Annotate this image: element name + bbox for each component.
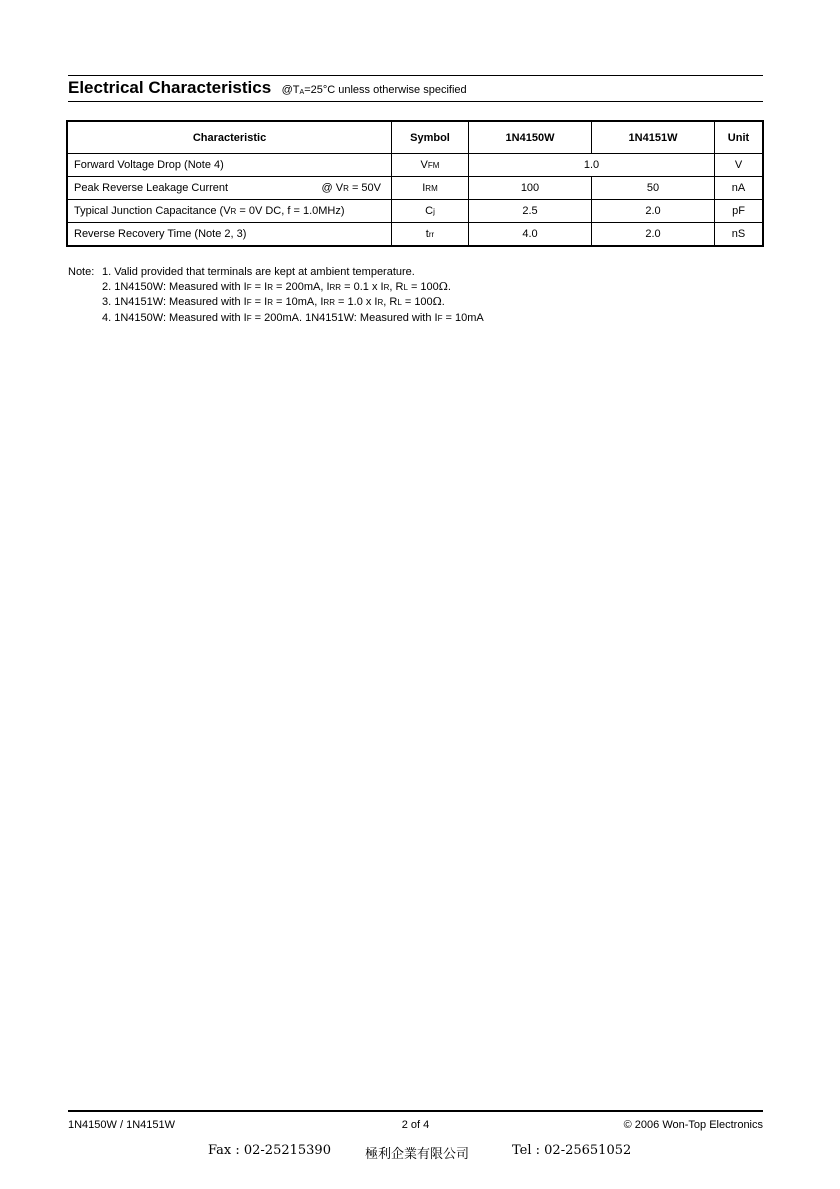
characteristic-suffix: = 0V DC, f = 1.0MHz) bbox=[236, 205, 345, 217]
note-4 bbox=[68, 311, 484, 327]
note-part: . bbox=[447, 280, 451, 293]
note-sub: RR bbox=[329, 282, 342, 292]
note-part: = 1.0 x I bbox=[334, 296, 378, 308]
characteristic-text: Peak Reverse Leakage Current bbox=[74, 182, 229, 194]
note-part: = 100 bbox=[401, 296, 433, 308]
note-part: , R bbox=[389, 280, 404, 293]
note-text: 1. Valid provided that terminals are kept at ambient temperature. bbox=[102, 266, 415, 278]
characteristic-cell bbox=[67, 200, 392, 223]
unit-cell: pF bbox=[715, 200, 764, 223]
footer-page-number: 2 of 4 bbox=[401, 1119, 430, 1131]
symbol-sub: FM bbox=[427, 161, 440, 170]
table-row bbox=[67, 223, 763, 247]
condition-sub: R bbox=[343, 184, 349, 193]
characteristic-cell: Forward Voltage Drop (Note 4) bbox=[67, 154, 392, 177]
symbol-sub: j bbox=[433, 207, 435, 216]
note-sub: F bbox=[246, 282, 252, 292]
note-part: = 0.1 x I bbox=[341, 280, 384, 293]
note-3 bbox=[68, 295, 484, 311]
header-unit: Unit bbox=[715, 121, 764, 154]
note-sub: R bbox=[267, 282, 273, 292]
symbol-cell bbox=[392, 154, 469, 177]
notes-block bbox=[68, 265, 484, 326]
section-title bbox=[68, 78, 467, 98]
contact-company: 極利企業有限公司 bbox=[365, 1147, 470, 1162]
note-2 bbox=[68, 280, 484, 296]
contact-fax: Fax : 02-25215390 bbox=[208, 1143, 331, 1158]
electrical-characteristics-table bbox=[66, 120, 764, 247]
value-cell-1n4151w: 2.0 bbox=[592, 223, 715, 247]
header-1n4151w: 1N4151W bbox=[592, 121, 715, 154]
unit-cell: nS bbox=[715, 223, 764, 247]
table-row bbox=[67, 154, 763, 177]
header-1n4150w: 1N4150W bbox=[469, 121, 592, 154]
note-part: = 200mA, I bbox=[272, 280, 330, 293]
symbol-cell bbox=[392, 223, 469, 247]
note-sub: F bbox=[437, 313, 443, 323]
note-part: 3. 1N4151W: Measured with I bbox=[102, 296, 247, 308]
note-sub: R bbox=[383, 282, 390, 292]
note-part: . bbox=[441, 296, 445, 308]
symbol-main: V bbox=[420, 159, 428, 171]
footer-part-number: 1N4150W / 1N4151W bbox=[68, 1119, 175, 1131]
note-part: 4. 1N4150W: Measured with I bbox=[102, 311, 247, 324]
note-part: = 200mA. 1N4151W: Measured with I bbox=[251, 311, 438, 324]
page-footer bbox=[68, 1119, 763, 1133]
characteristic-sub: R bbox=[230, 207, 237, 216]
note-sub: L bbox=[403, 282, 408, 292]
condition-suffix: = 50V bbox=[348, 182, 381, 194]
note-sub: F bbox=[246, 313, 252, 323]
note-sub: F bbox=[246, 298, 252, 307]
header-characteristic: Characteristic bbox=[67, 121, 392, 154]
note-label: Note: bbox=[68, 266, 95, 278]
note-part: = 10mA bbox=[442, 311, 484, 324]
condition-prefix: @ V bbox=[321, 182, 344, 194]
table-row bbox=[67, 177, 763, 200]
footer-rule bbox=[68, 1110, 763, 1112]
cond-suffix: =25°C unless otherwise specified bbox=[304, 84, 467, 96]
symbol-sub: rr bbox=[428, 230, 435, 239]
note-sub: L bbox=[397, 298, 402, 307]
header-symbol: Symbol bbox=[392, 121, 469, 154]
value-cell-merged: 1.0 bbox=[469, 154, 715, 177]
table-header-row bbox=[67, 121, 763, 154]
symbol-cell bbox=[392, 177, 469, 200]
note-sub: R bbox=[377, 298, 384, 307]
value-cell-1n4150w: 100 bbox=[469, 177, 592, 200]
title-condition bbox=[282, 84, 467, 96]
note-sub: RR bbox=[323, 298, 335, 307]
characteristic-cell: Reverse Recovery Time (Note 2, 3) bbox=[67, 223, 392, 247]
note-part: = I bbox=[251, 296, 268, 308]
note-part: = 100 bbox=[407, 280, 439, 293]
note-sub: R bbox=[267, 298, 273, 307]
ohm-symbol: Ω bbox=[432, 295, 442, 308]
note-part: = 10mA, I bbox=[272, 296, 324, 308]
characteristic-cell bbox=[67, 177, 392, 200]
header-bottom-rule bbox=[68, 101, 763, 102]
table-row bbox=[67, 200, 763, 223]
symbol-cell bbox=[392, 200, 469, 223]
header-top-rule bbox=[68, 75, 763, 76]
value-cell-1n4151w: 50 bbox=[592, 177, 715, 200]
symbol-main: C bbox=[425, 205, 434, 217]
symbol-sub: RM bbox=[425, 184, 438, 193]
symbol-main: I bbox=[422, 182, 426, 194]
value-cell-1n4150w: 2.5 bbox=[469, 200, 592, 223]
symbol-main: t bbox=[425, 228, 429, 240]
value-cell-1n4151w: 2.0 bbox=[592, 200, 715, 223]
value-cell-1n4150w: 4.0 bbox=[469, 223, 592, 247]
note-part: 2. 1N4150W: Measured with I bbox=[102, 280, 247, 293]
unit-cell: nA bbox=[715, 177, 764, 200]
note-part: = I bbox=[251, 280, 268, 293]
ohm-symbol: Ω bbox=[438, 279, 448, 293]
test-condition bbox=[322, 182, 381, 194]
contact-tel: Tel : 02-25651052 bbox=[512, 1143, 632, 1158]
cond-sub: A bbox=[299, 89, 305, 96]
note-1 bbox=[68, 265, 484, 280]
page-title: Electrical Characteristics bbox=[68, 78, 272, 97]
cond-prefix: @T bbox=[281, 84, 300, 96]
unit-cell: V bbox=[715, 154, 764, 177]
note-part: , R bbox=[383, 296, 398, 308]
characteristic-prefix: Typical Junction Capacitance (V bbox=[74, 205, 231, 217]
footer-copyright: © 2006 Won-Top Electronics bbox=[623, 1119, 763, 1131]
